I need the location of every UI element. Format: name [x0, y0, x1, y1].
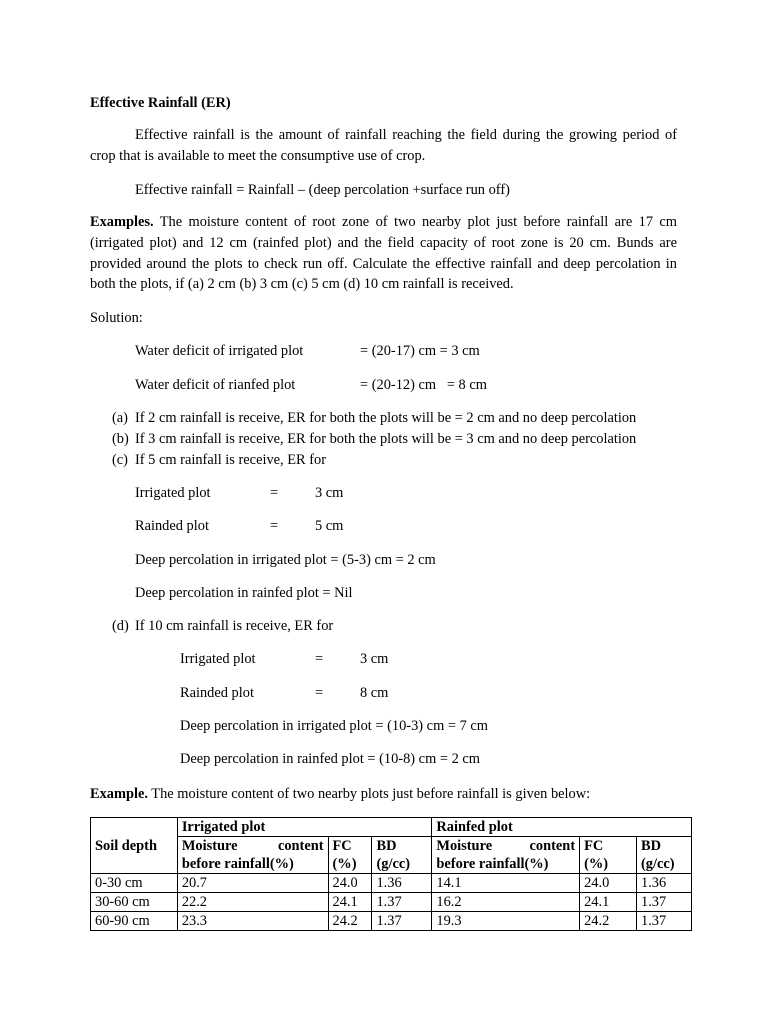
cell-depth: 60-90 cm [91, 912, 178, 931]
cell-irrigated-fc: 24.0 [328, 874, 372, 893]
table-subheader-row-2 [91, 855, 692, 874]
c-rainfed-value: 5 cm [315, 518, 344, 534]
d-irrigated-label: Irrigated plot [180, 651, 256, 667]
d-irrigated-eq: = [315, 651, 324, 667]
example2-paragraph [90, 784, 590, 805]
rainfed-fc-header: FC [580, 837, 637, 856]
cell-rainfed-bd: 1.37 [637, 893, 692, 912]
rainfed-moisture-header: Moisture content [432, 837, 580, 856]
cell-irrigated-bd: 1.37 [372, 893, 432, 912]
irrigated-plot-header: Irrigated plot [177, 818, 432, 837]
rainfed-plot-header: Rainfed plot [432, 818, 692, 837]
c-irrigated-value: 3 cm [315, 485, 344, 501]
cell-irrigated-bd: 1.36 [372, 874, 432, 893]
cell-depth: 0-30 cm [91, 874, 178, 893]
c-rainfed-eq: = [270, 518, 279, 534]
d-rainfed-label: Rainded plot [180, 685, 254, 701]
cell-irrigated-mc: 23.3 [177, 912, 328, 931]
item-b-marker: (b) [112, 431, 129, 447]
cell-irrigated-bd: 1.37 [372, 912, 432, 931]
cell-rainfed-bd: 1.36 [637, 874, 692, 893]
cell-irrigated-mc: 20.7 [177, 874, 328, 893]
irrigated-bd-header: BD [372, 837, 432, 856]
d-irrigated-value: 3 cm [360, 651, 389, 667]
table-row [91, 874, 692, 893]
item-d-marker: (d) [112, 618, 129, 634]
irrigated-bd-header-2: (g/cc) [372, 855, 432, 874]
item-a-text: If 2 cm rainfall is receive, ER for both the plots will be = 2 cm and no deep percolation [135, 410, 637, 426]
irrigated-fc-header: FC [328, 837, 372, 856]
d-deep-percolation-irrigated: Deep percolation in irrigated plot = (10-3) cm = 7 cm [180, 718, 488, 734]
irrigated-fc-header-2: (%) [328, 855, 372, 874]
example1-label: Examples. [90, 214, 154, 230]
cell-rainfed-mc: 16.2 [432, 893, 580, 912]
table-row [91, 912, 692, 931]
cell-rainfed-fc: 24.1 [580, 893, 637, 912]
rainfed-bd-header: BD [637, 837, 692, 856]
d-deep-percolation-rainfed: Deep percolation in rainfed plot = (10-8) cm = 2 cm [180, 751, 480, 767]
example1-text: The moisture content of root zone of two nearby plot just before rainfall are 17 cm (irrigated plot) and 12 cm (rainfed plot) and the field capacity of root zone is 20 cm. Bunds are provided around the plots to check run off. Calculate the effective rainfall and deep percolation in both the plots, if (a) 2 cm (b) 3 cm (c) 5 cm (d) 10 cm rainfall is received. [90, 214, 677, 293]
definition-paragraph: Effective rainfall is the amount of rainfall reaching the field during the growing period of crop that is available to meet the consumptive use of crop. [90, 127, 677, 164]
cell-depth: 30-60 cm [91, 893, 178, 912]
cell-irrigated-fc: 24.2 [328, 912, 372, 931]
deficit-rainfed-label: Water deficit of rianfed plot [135, 377, 296, 393]
cell-irrigated-fc: 24.1 [328, 893, 372, 912]
item-d-text: If 10 cm rainfall is receive, ER for [135, 618, 334, 634]
cell-rainfed-fc: 24.0 [580, 874, 637, 893]
solution-label: Solution: [90, 310, 143, 326]
table-header-row [91, 818, 692, 837]
item-a-marker: (a) [112, 410, 128, 426]
example2-text: The moisture content of two nearby plots just before rainfall is given below: [147, 786, 591, 802]
rainfed-bd-header-2: (g/cc) [637, 855, 692, 874]
c-deep-percolation-irrigated: Deep percolation in irrigated plot = (5-3) cm = 2 cm [135, 552, 436, 568]
example2-label: Example. [90, 786, 148, 802]
rainfed-fc-header-2: (%) [580, 855, 637, 874]
table-subheader-row [91, 837, 692, 856]
table-row [91, 893, 692, 912]
c-irrigated-label: Irrigated plot [135, 485, 211, 501]
deficit-irrigated-label: Water deficit of irrigated plot [135, 343, 304, 359]
soil-depth-header: Soil depth [91, 818, 178, 874]
d-rainfed-eq: = [315, 685, 324, 701]
cell-rainfed-mc: 14.1 [432, 874, 580, 893]
example1-paragraph [90, 212, 677, 295]
irrigated-moisture-header: Moisture content [177, 837, 328, 856]
deficit-irrigated-value: = (20-17) cm = 3 cm [360, 343, 480, 359]
cell-irrigated-mc: 22.2 [177, 893, 328, 912]
cell-rainfed-fc: 24.2 [580, 912, 637, 931]
item-c-text: If 5 cm rainfall is receive, ER for [135, 452, 326, 468]
c-deep-percolation-rainfed: Deep percolation in rainfed plot = Nil [135, 585, 353, 601]
deficit-rainfed-value: = (20-12) cm = 8 cm [360, 377, 487, 393]
item-b-text: If 3 cm rainfall is receive, ER for both the plots will be = 3 cm and no deep percolation [135, 431, 637, 447]
irrigated-moisture-header-2: before rainfall(%) [177, 855, 328, 874]
item-c-marker: (c) [112, 452, 128, 468]
section-heading: Effective Rainfall (ER) [90, 95, 231, 111]
cell-rainfed-bd: 1.37 [637, 912, 692, 931]
c-rainfed-label: Rainded plot [135, 518, 209, 534]
formula-line: Effective rainfall = Rainfall – (deep percolation +surface run off) [135, 182, 510, 198]
d-rainfed-value: 8 cm [360, 685, 389, 701]
rainfed-moisture-header-2: before rainfall(%) [432, 855, 580, 874]
cell-rainfed-mc: 19.3 [432, 912, 580, 931]
c-irrigated-eq: = [270, 485, 279, 501]
moisture-table [90, 817, 692, 931]
